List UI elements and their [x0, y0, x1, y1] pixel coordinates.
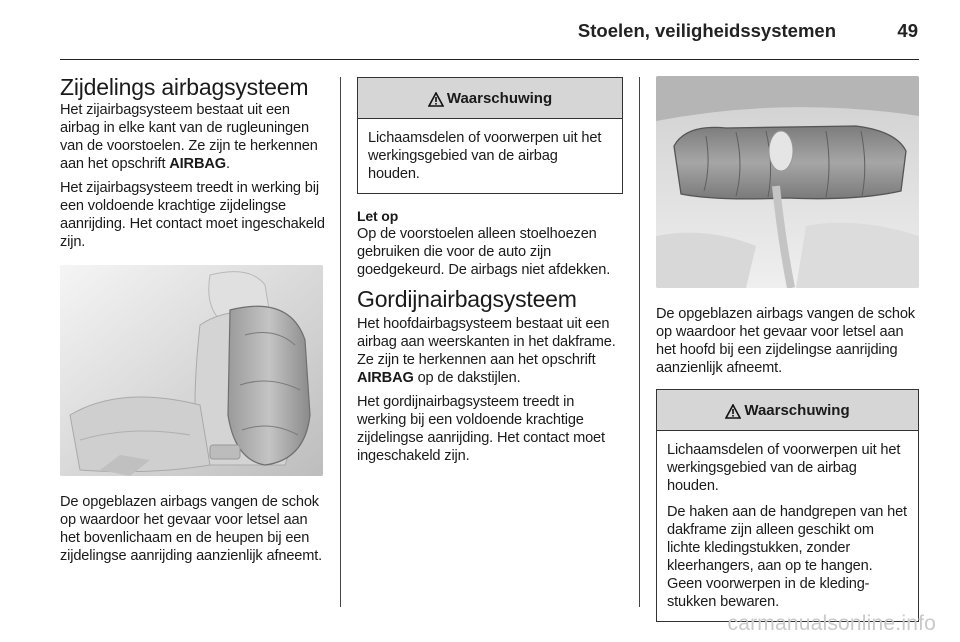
- warning-body: Lichaamsdelen of voorwerpen uit het werkingsgebied van de airbag houden.: [368, 130, 602, 182]
- curtain-illustration-svg: [656, 76, 919, 288]
- warning-triangle-icon: [725, 404, 741, 419]
- warning-header: Waarschuwing: [657, 390, 918, 431]
- figure-caption-side-airbag: De opgeblazen airbags vangen de schok op waardoor het gevaar voor letsel aan het bovenlichaam en de heupen bij een zijdelingse aanrijding aanzienlijk afneemt.: [60, 494, 323, 564]
- note-title: Let op: [357, 208, 399, 224]
- seat-side-airbag-illustration: [60, 265, 323, 476]
- seat-illustration-svg: [60, 265, 323, 476]
- warning-body: Lichaamsdelen of voorwerpen uit het werkingsgebied van de airbag houden. De haken aan de handgrepen van het dakframe zijn alleen geschikt om lichte kledingstukken, zonder kleerhangers, aan op te hangen. Geen voorwerpen in de kledingstukken bewaren.: [667, 442, 907, 610]
- column-3: [656, 73, 922, 622]
- warning-header: Waarschuwing: [358, 78, 622, 119]
- curtain-airbag-illustration: [656, 76, 919, 288]
- section-heading-side-airbag: Zijdelings airbagsysteem: [60, 74, 309, 100]
- note-block: [357, 208, 623, 279]
- warning-triangle-icon: [428, 92, 444, 107]
- paragraph: Het hoofdairbagsysteem bestaat uit een airbag aan weerskanten in het dakframe. Ze zijn te herkennen aan het opschrift AIRBAG op de dakstijlen.: [357, 316, 616, 386]
- paragraph: Het gordijnairbagsysteem treedt in werking bij een voldoende krachtige zijdelingse aanrijding. Het contact moet ingeschakeld zijn.: [357, 394, 605, 464]
- watermark: carmanualsonline.info: [727, 612, 936, 635]
- column-divider-left: [340, 77, 341, 607]
- figure-caption-curtain-airbag: De opgeblazen airbags vangen de schok op waardoor het gevaar voor letsel aan het hoofd bij een zijdelingse aanrijding aanzienlijk afneemt.: [656, 306, 915, 376]
- airbag-label: AIRBAG: [357, 370, 414, 386]
- page-number: 49: [897, 20, 918, 41]
- warning-box: [357, 77, 623, 194]
- header-rule: [60, 59, 919, 60]
- paragraph: Het zijairbagsysteem treedt in werking bij een voldoende krachtige zijdelingse aanrijding. Het contact moet ingeschakeld zijn.: [60, 180, 325, 250]
- note-text: Op de voorstoelen alleen stoelhoezen gebruiken die voor de auto zijn goedgekeurd. De airbags niet afdekken.: [357, 226, 611, 278]
- column-divider-right: [639, 77, 640, 607]
- column-2: [357, 77, 623, 471]
- section-heading-curtain-airbag: Gordijnairbagsysteem: [357, 286, 577, 312]
- paragraph: Het zijairbagsysteem bestaat uit een airbag in elke kant van de rugleuningen van de voorstoelen. Ze zijn te herkennen aan het opschrift AIRBAG.: [60, 102, 318, 172]
- warning-box: [656, 389, 919, 622]
- airbag-label: AIRBAG: [169, 156, 226, 172]
- column-1: [60, 73, 326, 571]
- page-header: [60, 18, 920, 50]
- section-title: Stoelen, veiligheidssystemen: [577, 20, 836, 41]
